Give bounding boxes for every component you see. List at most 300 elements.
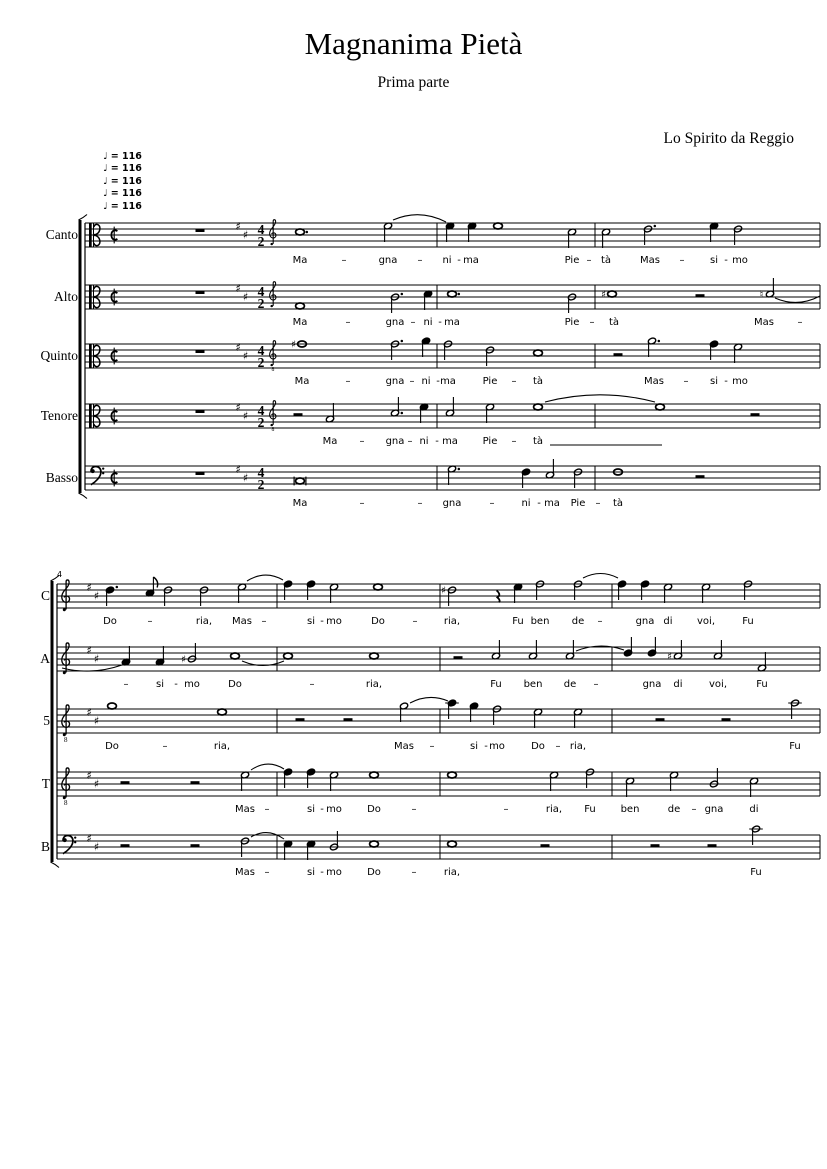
half-rest <box>121 781 130 784</box>
lyric-syllable: mo <box>326 867 342 878</box>
clef-octave-8: 8 <box>271 427 275 434</box>
half-rest <box>191 781 200 784</box>
lyric-syllable: gna <box>385 317 405 328</box>
lyric-syllable: di <box>749 804 759 815</box>
note <box>534 350 543 356</box>
half-rest <box>751 413 760 416</box>
augmentation-dot <box>458 468 461 471</box>
staff-label: Canto <box>45 227 78 242</box>
time-signature-denominator: 2 <box>257 234 265 249</box>
note-head <box>608 291 617 297</box>
lyric-syllable: Mas <box>235 804 255 815</box>
lyric-syllable: Mas <box>644 376 664 387</box>
system-bracket-hook <box>51 862 60 868</box>
lyric-syllable: tà <box>532 436 544 447</box>
half-rest <box>296 718 305 721</box>
note <box>567 228 576 248</box>
lyric-dash: – <box>407 436 413 447</box>
lyric-syllable: ni <box>521 498 531 509</box>
lyric-syllable: voi, <box>709 679 727 690</box>
lyric-syllable: Pie <box>570 498 586 509</box>
lyric-syllable: ma <box>442 436 458 447</box>
lyric-syllable: ni <box>421 376 431 387</box>
tempo-mark: ♩ = 116 <box>103 163 142 175</box>
lyric-dash: – <box>593 679 599 690</box>
lyric-dash: – <box>411 804 417 815</box>
note <box>573 708 582 728</box>
page-title: Magnanima Pietà <box>304 26 523 61</box>
note <box>370 772 379 778</box>
note-head <box>108 703 117 709</box>
key-signature-sharp: ♯ <box>235 220 241 233</box>
lyric-dash: – <box>261 616 267 627</box>
lyric-syllable: ma <box>463 255 479 266</box>
note <box>240 771 249 791</box>
lyric-syllable: Do <box>531 741 545 752</box>
key-signature-sharp: ♯ <box>93 589 100 603</box>
note-head <box>494 223 503 229</box>
note-head <box>448 841 457 847</box>
slur <box>251 833 284 839</box>
note <box>601 290 616 301</box>
whole-rest <box>196 410 205 413</box>
slur <box>251 764 284 770</box>
note <box>565 640 574 660</box>
note <box>701 583 710 603</box>
lyric-dash: – <box>123 679 129 690</box>
natural-accidental: ♮ <box>759 289 764 301</box>
lyric-dash: – <box>341 255 347 266</box>
lyric-syllable: mo <box>326 616 342 627</box>
lyric-syllable: tà <box>532 376 544 387</box>
lyric-syllable: gna <box>642 679 662 690</box>
note <box>291 340 306 351</box>
lyric-dash: - <box>457 255 461 266</box>
lyric-dash: – <box>359 498 365 509</box>
note <box>306 840 315 860</box>
lyric-syllable: Do <box>103 616 117 627</box>
key-signature-sharp: ♯ <box>242 349 249 363</box>
staff-label: B <box>40 839 50 854</box>
lyric-syllable: ria, <box>443 867 461 878</box>
lyric-syllable: ben <box>620 804 640 815</box>
lyric-dash: - <box>435 436 439 447</box>
lyric-syllable: ria, <box>443 616 461 627</box>
whole-rest <box>196 472 205 475</box>
augmentation-dot <box>401 340 404 343</box>
note-head <box>656 404 665 410</box>
lyric-dash: - <box>724 255 728 266</box>
time-signature-numerator: 4 <box>257 221 265 237</box>
note-head <box>374 584 383 590</box>
lyric-dash: – <box>147 616 153 627</box>
lyric-syllable: de <box>667 804 681 815</box>
half-rest <box>722 718 731 721</box>
note <box>108 703 117 709</box>
key-signature-sharp: ♯ <box>86 706 92 719</box>
key-signature-sharp: ♯ <box>93 652 100 666</box>
lyric-syllable: ria, <box>365 679 383 690</box>
note <box>494 223 503 229</box>
note <box>283 840 292 860</box>
note-head <box>284 653 293 659</box>
lyric-syllable: gna <box>378 255 398 266</box>
lyric-dash: – <box>309 679 315 690</box>
staff-label: C <box>40 588 50 603</box>
lyric-syllable: Fu <box>512 616 524 627</box>
lyric-dash: – <box>597 616 603 627</box>
lyric-syllable: Do <box>371 616 385 627</box>
key-signature-sharp: ♯ <box>86 644 92 657</box>
sharp-accidental: ♯ <box>601 289 607 301</box>
note-head <box>534 350 543 356</box>
key-signature-sharp: ♯ <box>93 714 100 728</box>
augmentation-dot <box>654 225 657 228</box>
lyric-syllable: gna <box>385 436 405 447</box>
lyric-dash: – <box>691 804 697 815</box>
lyric-syllable: ni <box>419 436 429 447</box>
measure-number: 4 <box>57 570 63 579</box>
time-signature-numerator: 4 <box>257 342 265 358</box>
staff-label: Quinto <box>40 348 78 363</box>
staff-label: T <box>41 776 50 791</box>
note <box>663 583 672 603</box>
note <box>445 222 454 242</box>
tempo-mark: ♩ = 116 <box>103 200 142 212</box>
system-bracket-hook <box>79 215 88 221</box>
note <box>713 640 722 660</box>
note <box>325 403 334 423</box>
lyric-syllable: ben <box>530 616 550 627</box>
lyric-syllable: Pie <box>482 436 498 447</box>
note <box>749 777 758 797</box>
sharp-accidental: ♯ <box>291 339 297 351</box>
note <box>545 459 554 479</box>
lyric-syllable: Do <box>367 867 381 878</box>
lyric-syllable: gna <box>442 498 462 509</box>
lyric-syllable: Pie <box>564 255 580 266</box>
slur <box>410 697 448 703</box>
key-signature-sharp: ♯ <box>93 840 100 854</box>
note <box>370 653 379 659</box>
lyric-syllable: ni <box>442 255 452 266</box>
lyric-syllable: Fu <box>789 741 801 752</box>
key-signature-sharp: ♯ <box>242 228 249 242</box>
time-signature-denominator: 2 <box>257 415 265 430</box>
lyric-dash: - <box>724 376 728 387</box>
lyric-syllable: mo <box>732 255 748 266</box>
lyric-dash: – <box>162 741 168 752</box>
system-bracket <box>79 220 82 493</box>
half-rest <box>651 844 660 847</box>
note <box>383 222 392 242</box>
key-signature-sharp: ♯ <box>242 290 249 304</box>
half-rest <box>191 844 200 847</box>
note <box>284 653 293 659</box>
lyric-dash: – <box>345 376 351 387</box>
composer-credit: Lo Spirito da Reggio <box>663 130 794 147</box>
note <box>329 771 338 791</box>
lyric-syllable: ma <box>440 376 456 387</box>
note <box>390 397 403 417</box>
lyric-dash: – <box>412 616 418 627</box>
slur <box>247 575 283 581</box>
lyric-syllable: gna <box>635 616 655 627</box>
note <box>419 403 428 423</box>
lyric-syllable: si <box>156 679 164 690</box>
lyric-syllable: ma <box>544 498 560 509</box>
augmentation-dot <box>116 586 119 589</box>
note <box>448 841 457 847</box>
lyric-syllable: tà <box>612 498 624 509</box>
note <box>218 709 227 715</box>
lyric-syllable: Mas <box>640 255 660 266</box>
bass-clef-icon <box>63 835 77 853</box>
lyric-syllable: tà <box>600 255 612 266</box>
note <box>421 337 430 357</box>
note <box>374 584 383 590</box>
lyric-syllable: ni <box>423 317 433 328</box>
lyric-syllable: gna <box>704 804 724 815</box>
lyric-syllable: Mas <box>235 867 255 878</box>
note <box>549 771 558 791</box>
note <box>445 397 454 417</box>
time-signature-denominator: 2 <box>257 296 265 311</box>
slur <box>583 574 618 579</box>
half-rest <box>708 844 717 847</box>
half-rest <box>696 475 705 478</box>
lyric-syllable: di <box>663 616 673 627</box>
lyric-syllable: Do <box>367 804 381 815</box>
lyric-syllable: ria, <box>213 741 231 752</box>
note <box>467 222 476 242</box>
lyric-syllable: ria, <box>545 804 563 815</box>
lyric-syllable: di <box>673 679 683 690</box>
lyric-syllable: si <box>307 804 315 815</box>
lyric-syllable: de <box>563 679 577 690</box>
lyric-syllable: ma <box>444 317 460 328</box>
lyric-syllable: Mas <box>232 616 252 627</box>
lyric-syllable: Fu <box>490 679 502 690</box>
lyric-syllable: si <box>710 255 718 266</box>
lyric-dash: - <box>174 679 178 690</box>
half-rest <box>454 656 463 659</box>
lyric-dash: - <box>320 616 324 627</box>
staff-label: A <box>40 651 50 666</box>
lyric-syllable: si <box>710 376 718 387</box>
lyric-syllable: si <box>307 867 315 878</box>
clef-octave-8: 8 <box>271 367 275 374</box>
note <box>513 583 522 603</box>
bass-clef-icon <box>91 466 105 484</box>
system-bracket-hook <box>79 493 88 499</box>
lyric-syllable: Ma <box>294 376 310 387</box>
note <box>528 640 537 660</box>
note-head <box>370 653 379 659</box>
key-signature-sharp: ♯ <box>235 282 241 295</box>
lyric-syllable: mo <box>489 741 505 752</box>
lyric-syllable: ria, <box>195 616 213 627</box>
half-rest <box>696 294 705 297</box>
lyric-dash: - <box>320 867 324 878</box>
note-head <box>370 841 379 847</box>
clef-octave-8: 8 <box>64 799 68 807</box>
note-head <box>296 229 305 235</box>
lyric-syllable: mo <box>326 804 342 815</box>
note <box>533 708 542 728</box>
slur <box>393 215 446 222</box>
lyric-dash: – <box>797 317 803 328</box>
half-rest <box>614 353 623 356</box>
lyric-syllable: Fu <box>742 616 754 627</box>
lyric-syllable: Fu <box>756 679 768 690</box>
note <box>448 291 460 297</box>
lyric-dash: - <box>484 741 488 752</box>
slur <box>545 395 655 402</box>
time-signature-numerator: 4 <box>257 402 265 418</box>
lyric-dash: – <box>589 317 595 328</box>
note-head <box>296 478 305 484</box>
note <box>370 841 379 847</box>
note <box>237 583 246 603</box>
lyric-syllable: Fu <box>750 867 762 878</box>
lyric-dash: – <box>345 317 351 328</box>
lyric-dash: – <box>683 376 689 387</box>
staff-label: Tenore <box>40 408 78 423</box>
system-bracket <box>51 581 54 862</box>
key-signature-sharp: ♯ <box>86 769 92 782</box>
note <box>296 303 305 309</box>
note <box>423 290 432 310</box>
lyric-syllable: Ma <box>322 436 338 447</box>
note <box>121 646 130 666</box>
note <box>447 465 460 485</box>
lyric-dash: – <box>595 498 601 509</box>
lyric-syllable: Ma <box>292 317 308 328</box>
lyric-dash: – <box>417 255 423 266</box>
note <box>733 343 742 363</box>
lyric-syllable: mo <box>732 376 748 387</box>
augmentation-dot <box>401 412 404 415</box>
half-rest <box>344 718 353 721</box>
time-signature-numerator: 4 <box>257 283 265 299</box>
half-rest <box>121 844 130 847</box>
staff-label: Basso <box>45 470 78 485</box>
lyric-syllable: Do <box>105 741 119 752</box>
lyric-syllable: ben <box>523 679 543 690</box>
lyric-dash: - <box>320 804 324 815</box>
lyric-dash: – <box>511 376 517 387</box>
note <box>669 771 678 791</box>
note <box>448 772 457 778</box>
lyric-dash: – <box>679 255 685 266</box>
half-rest <box>541 844 550 847</box>
tempo-mark: ♩ = 116 <box>103 151 142 162</box>
note <box>534 404 543 410</box>
eighth-flag <box>153 577 157 588</box>
lyric-syllable: Ma <box>292 255 308 266</box>
staff-label: 5 <box>43 713 50 728</box>
lyric-dash: – <box>359 436 365 447</box>
note <box>399 702 408 722</box>
page-subtitle: Prima parte <box>377 74 450 91</box>
lyric-syllable: tà <box>608 317 620 328</box>
clef-octave-8: 8 <box>64 736 68 744</box>
lyric-syllable: Do <box>228 679 242 690</box>
lyric-syllable: Pie <box>564 317 580 328</box>
note <box>656 404 665 410</box>
lyric-dash: – <box>586 255 592 266</box>
note <box>296 229 308 235</box>
lyric-syllable: gna <box>385 376 405 387</box>
note-head <box>534 404 543 410</box>
augmentation-dot <box>658 340 661 343</box>
key-signature-sharp: ♯ <box>86 581 92 594</box>
note <box>155 646 164 666</box>
note <box>485 403 494 423</box>
lyric-syllable: Fu <box>584 804 596 815</box>
note <box>757 652 766 672</box>
lyric-dash: – <box>409 376 415 387</box>
lyric-dash: – <box>417 498 423 509</box>
tempo-mark: ♩ = 116 <box>103 188 142 200</box>
whole-rest <box>196 229 205 232</box>
note <box>491 640 500 660</box>
lyric-syllable: si <box>307 616 315 627</box>
note <box>231 653 240 659</box>
lyric-syllable: Mas <box>754 317 774 328</box>
note <box>625 777 634 797</box>
lyric-dash: – <box>555 741 561 752</box>
augmentation-dot <box>458 293 461 296</box>
lyric-dash: – <box>410 317 416 328</box>
time-signature-numerator: 4 <box>257 464 265 480</box>
half-rest <box>294 413 303 416</box>
whole-rest <box>196 350 205 353</box>
note <box>709 222 718 242</box>
lyric-syllable: mo <box>184 679 200 690</box>
lyric-syllable: de <box>571 616 585 627</box>
augmentation-dot <box>306 231 309 234</box>
lyric-dash: - <box>436 376 440 387</box>
time-signature-denominator: 2 <box>257 477 265 492</box>
note <box>145 577 157 597</box>
note <box>329 583 338 603</box>
lyric-dash: – <box>411 867 417 878</box>
lyric-syllable: ria, <box>569 741 587 752</box>
note <box>181 643 196 666</box>
key-signature-sharp: ♯ <box>93 777 100 791</box>
treble8-clef-icon <box>62 705 70 744</box>
lyric-dash: - <box>537 498 541 509</box>
lyric-dash: – <box>264 867 270 878</box>
lyric-dash: – <box>264 804 270 815</box>
treble8-clef-icon <box>62 768 70 807</box>
augmentation-dot <box>401 293 404 296</box>
slur <box>62 665 122 671</box>
sharp-accidental: ♯ <box>181 654 187 666</box>
note-head <box>448 772 457 778</box>
key-signature-sharp: ♯ <box>242 409 249 423</box>
lyric-dash: - <box>438 317 442 328</box>
lyric-dash: – <box>503 804 509 815</box>
lyric-syllable: Mas <box>394 741 414 752</box>
half-rest <box>656 718 665 721</box>
tempo-mark: ♩ = 116 <box>103 175 142 187</box>
key-signature-sharp: ♯ <box>235 401 241 414</box>
whole-rest <box>196 291 205 294</box>
note <box>647 337 660 357</box>
